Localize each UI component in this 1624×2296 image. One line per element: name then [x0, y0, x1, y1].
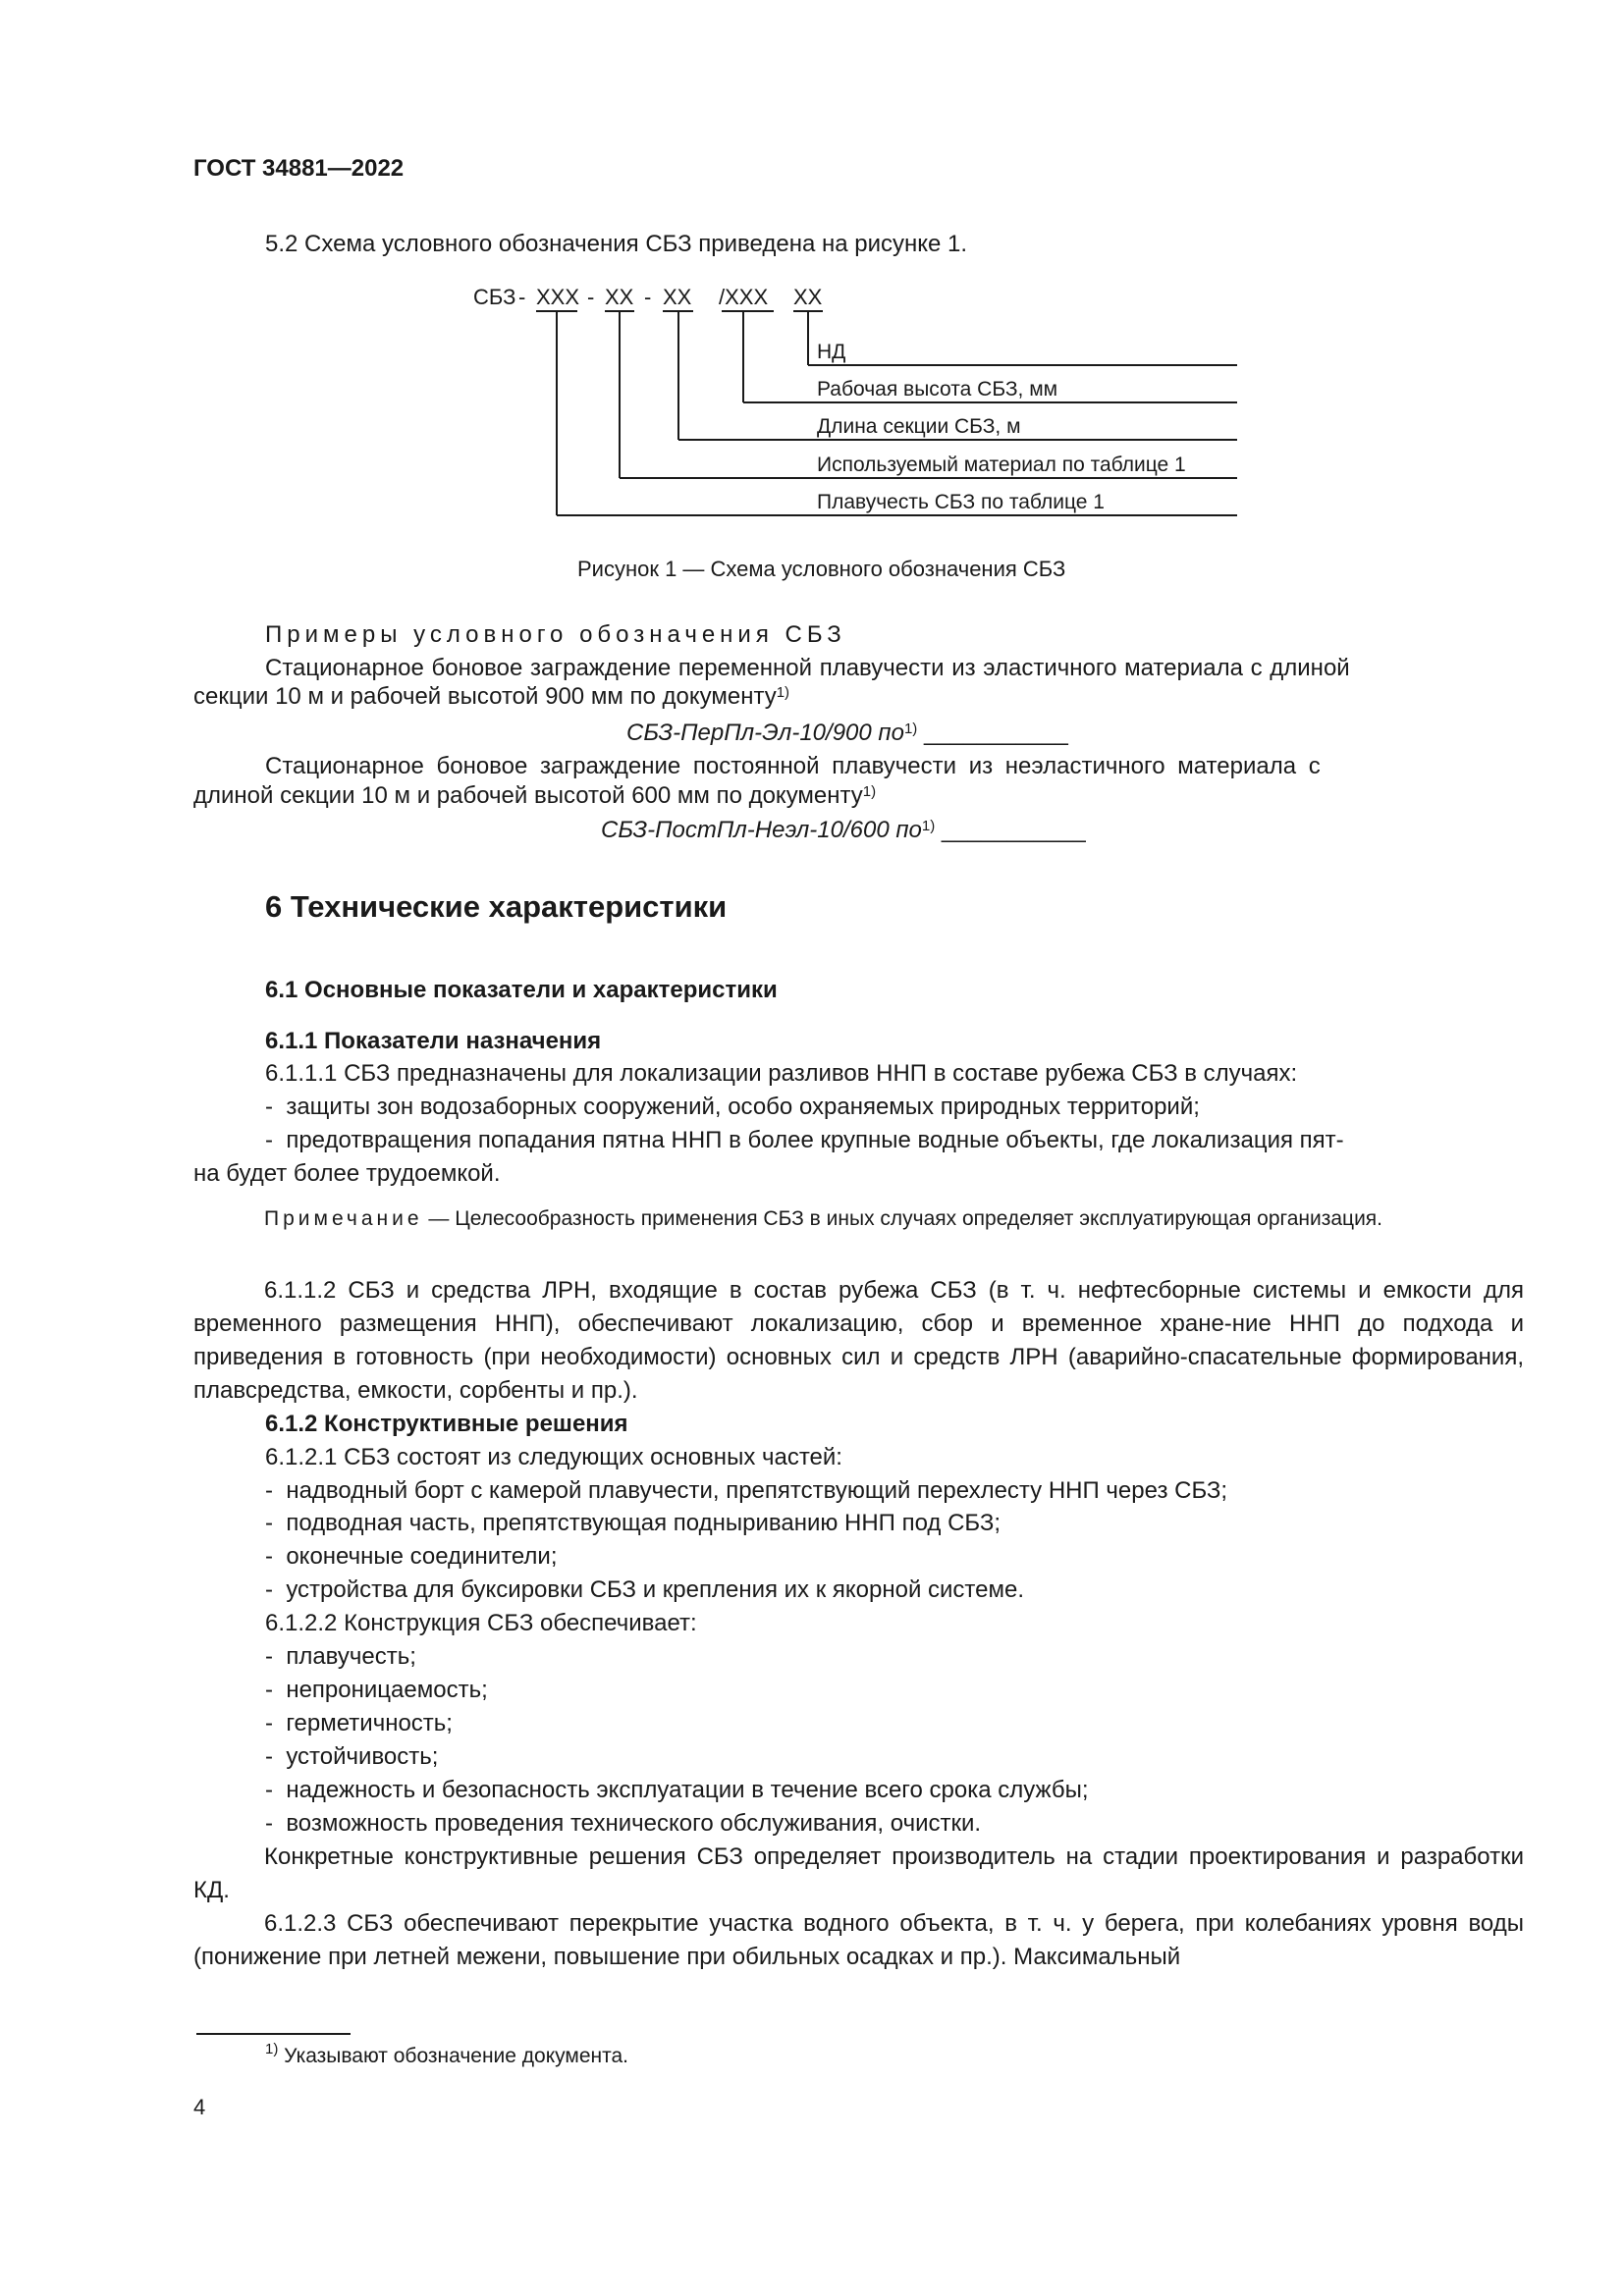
figure-caption: Рисунок 1 — Схема условного обозначения СБЗ: [577, 557, 1066, 581]
paragraph-6-1-1-1: 6.1.1.1 СБЗ предназначены для локализации разливов ННП в составе рубежа СБЗ в случаях:: [265, 1060, 1298, 1087]
code-group-1: XXX: [536, 285, 580, 309]
paragraph-6-1-1-2: 6.1.1.2 СБЗ и средства ЛРН, входящие в состав рубежа СБЗ (в т. ч. нефтесборные системы и емкости для временного размещения ННП), обеспечивают локализацию, сбор и временное хране-ние ННП до подхода и приведения в готовность (при необходимости) основных сил и средств ЛРН (аварийно-спасательные формирования, плавсредства, емкости, сорбенты и пр.).: [193, 1277, 1524, 1404]
example-2-line-2: длиной секции 10 м и рабочей высотой 600 мм по документу$^{1)}$: [193, 782, 877, 809]
label-buoyancy: Плавучесть СБЗ по таблице 1: [817, 491, 1105, 513]
code-group-3: XX: [663, 285, 692, 309]
footnote-separator: [196, 2033, 351, 2035]
list-item: - устойчивость;: [265, 1743, 439, 1770]
note-label: Примечание: [264, 1207, 423, 1230]
code-group-2: XX: [605, 285, 634, 309]
list-item: - подводная часть, препятствующая подныриванию ННП под СБЗ;: [265, 1510, 1001, 1536]
list-item: - непроницаемость;: [265, 1677, 488, 1703]
example-1-line-2: секции 10 м и рабочей высотой 900 мм по документу$^{1)}$: [193, 683, 790, 710]
item-5-2: 5.2 Схема условного обозначения СБЗ приведена на рисунке 1.: [265, 231, 968, 257]
subsection-6-1-title: 6.1 Основные показатели и характеристики: [265, 977, 778, 1003]
paragraph-6-1-2-1: 6.1.2.1 СБЗ состоят из следующих основных частей:: [265, 1444, 842, 1470]
fill-in-blank: ___________: [941, 817, 1086, 843]
note-text: — Целесообразность применения СБЗ в иных случаях определяет эксплуатирующая организация.: [422, 1207, 1383, 1230]
label-working-height: Рабочая высота СБЗ, мм: [817, 378, 1058, 400]
list-item: - предотвращения попадания пятна ННП в более крупные водные объекты, где локализация пят-: [265, 1127, 1344, 1153]
list-item: - устройства для буксировки СБЗ и крепления их к якорной системе.: [265, 1576, 1025, 1603]
section-6-title: 6 Технические характеристики: [265, 889, 728, 924]
list-item: - защиты зон водозаборных сооружений, особо охраняемых природных территорий;: [265, 1094, 1200, 1120]
code-group-5: XX: [793, 285, 823, 309]
subsection-6-1-1-title: 6.1.1 Показатели назначения: [265, 1028, 602, 1054]
page-number: 4: [193, 2095, 206, 2119]
subsection-6-1-2-title: 6.1.2 Конструктивные решения: [265, 1411, 628, 1437]
note: [193, 1204, 1524, 1234]
list-item: - оконечные соединители;: [265, 1543, 558, 1570]
code-sep-2: -: [587, 285, 595, 309]
designation-scheme-figure: [461, 280, 1247, 535]
label-section-length: Длина секции СБЗ, м: [817, 415, 1021, 438]
label-nd: НД: [817, 341, 846, 363]
code-sep-3: -: [644, 285, 652, 309]
list-item: - плавучесть;: [265, 1643, 416, 1670]
document-code-header: ГОСТ 34881—2022: [193, 155, 405, 182]
footnote-text: Указывают обозначение документа.: [278, 2045, 629, 2067]
list-item: - герметичность;: [265, 1710, 453, 1736]
example-1-line-1: Стационарное боновое заграждение переменной плавучести из эластичного материала с длиной: [265, 655, 1350, 681]
list-item: - надежность и безопасность эксплуатации в течение всего срока службы;: [265, 1777, 1089, 1803]
list-item-continuation: на будет более трудоемкой.: [193, 1160, 501, 1187]
code-sep-1: -: [518, 285, 526, 309]
list-item: - возможность проведения технического обслуживания, очистки.: [265, 1810, 982, 1837]
fill-in-blank: ___________: [923, 720, 1068, 746]
examples-title: Примеры условного обозначения СБЗ: [265, 621, 846, 648]
code-prefix: СБЗ: [473, 285, 516, 309]
example-1-code: СБЗ-ПерПл-Эл-10/900 $по^{1)}$ ___________: [626, 720, 1068, 746]
footnote: [265, 2041, 629, 2068]
example-2-line-1: Стационарное боновое заграждение постоянной плавучести из неэластичного материала с: [265, 753, 1321, 779]
footnote-mark: 1): [265, 2041, 279, 2057]
paragraph-6-1-2-3: 6.1.2.3 СБЗ обеспечивают перекрытие участка водного объекта, в т. ч. у берега, при колебаниях уровня воды (понижение при летней межени, повышение при обильных осадках и пр.). Максимальный: [193, 1910, 1524, 1970]
label-material: Используемый материал по таблице 1: [817, 454, 1186, 476]
paragraph-concrete-solutions: Конкретные конструктивные решения СБЗ определяет производитель на стадии проектирования и разработки КД.: [193, 1843, 1524, 1903]
paragraph-6-1-2-2: 6.1.2.2 Конструкция СБЗ обеспечивает:: [265, 1610, 697, 1636]
list-item: - надводный борт с камерой плавучести, препятствующий перехлесту ННП через СБЗ;: [265, 1477, 1228, 1504]
example-2-code: СБЗ-ПостПл-Неэл-10/600 $по^{1)}$ ___________: [601, 817, 1086, 843]
code-group-4: /XXX: [719, 285, 769, 309]
